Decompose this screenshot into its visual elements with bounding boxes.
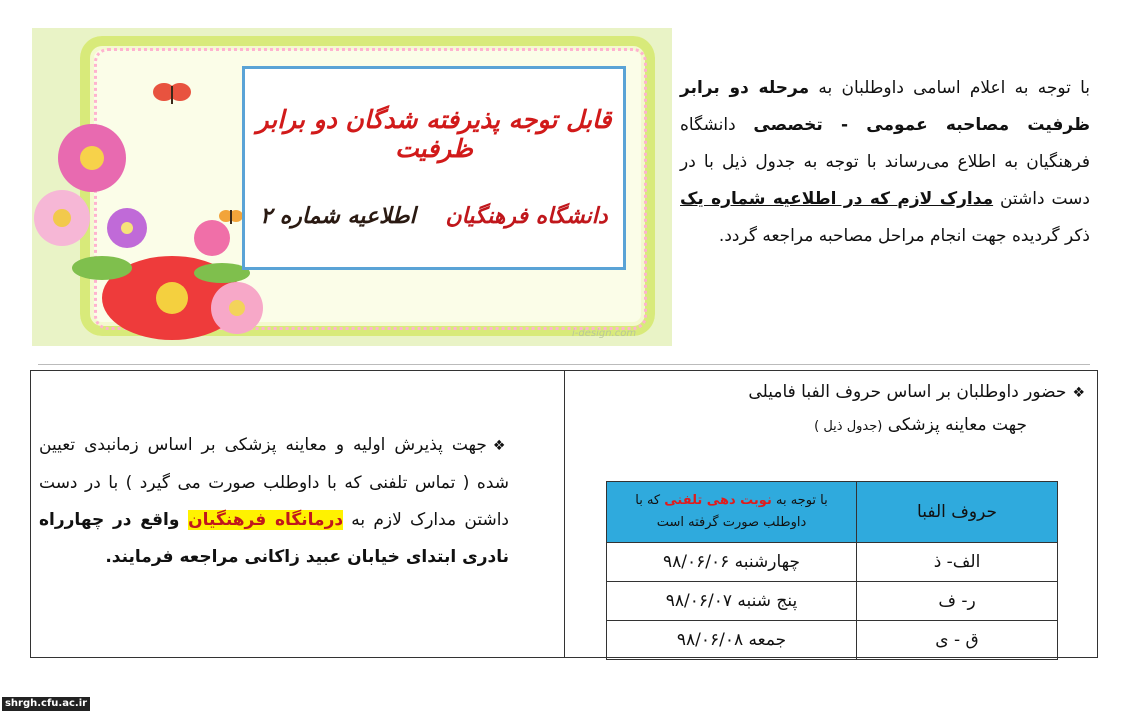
banner-org: دانشگاه فرهنگیان	[445, 203, 608, 229]
attendance-heading	[585, 373, 1085, 412]
horizontal-rule	[38, 364, 1090, 365]
diamond-bullet-icon: ❖	[492, 438, 509, 454]
intro-bold-stage: مرحله دو برابر ظرفیت مصاحبه عمومی - تخصصی	[680, 78, 1090, 135]
intro-paragraph	[680, 70, 1090, 255]
info-box	[30, 370, 1098, 658]
table-header-phone-appointment: نوبت دهی تلفنی	[664, 493, 772, 508]
intro-text: دانشگاه فرهنگیان به اطلاع می‌رساند با توجه به جدول ذیل با در دست داشتن	[680, 115, 1090, 209]
column-divider	[564, 371, 565, 657]
butterfly-icon	[152, 80, 192, 110]
banner-notice-number: اطلاعیه شماره ۲	[260, 203, 416, 229]
table-cell-letters: ق - ی	[857, 621, 1058, 660]
butterfly-icon	[218, 206, 244, 228]
intro-required-documents: مدارک لازم	[897, 189, 994, 209]
medical-exam-paragraph	[39, 427, 509, 576]
table-cell-letters: ر- ف	[857, 582, 1058, 621]
table-cell-letters: الف- ذ	[857, 543, 1058, 582]
table-cell-day: جمعه ۹۸/۰۶/۰۸	[607, 621, 857, 660]
table-header-letters: حروف الفبا	[857, 482, 1058, 543]
table-row	[607, 582, 1058, 621]
diamond-bullet-icon: ❖	[1072, 385, 1085, 401]
attendance-heading-text: حضور داوطلبان بر اساس حروف الفبا فامیلی	[748, 382, 1067, 402]
table-row	[607, 543, 1058, 582]
clinic-name-highlight: درمانگاه فرهنگیان	[188, 510, 344, 530]
clinic-address: واقع در چهارراه نادری ابتدای خیابان عبید زاکانی مراجعه فرمایند.	[39, 510, 509, 567]
table-header-date	[607, 482, 857, 543]
banner-subtitle	[245, 203, 623, 229]
schedule-table	[606, 481, 1058, 660]
banner-watermark: i-design.com	[572, 328, 637, 339]
banner-title: قابل توجه پذیرفته شدگان دو برابر ظرفیت	[256, 105, 612, 163]
table-cell-day: چهارشنبه ۹۸/۰۶/۰۶	[607, 543, 857, 582]
table-header-text: که با داوطلب صورت گرفته است	[635, 493, 807, 530]
banner-title-box	[242, 66, 626, 270]
attendance-subheading-note: (جدول ذیل )	[814, 419, 883, 434]
intro-text: با توجه به اعلام اسامی داوطلبان به	[809, 78, 1090, 98]
attendance-subheading-text: جهت معاینه پزشکی	[887, 415, 1027, 435]
intro-notice-one: که در اطلاعیه شماره یک	[680, 189, 898, 209]
banner-image	[32, 28, 672, 346]
table-cell-day: پنج شنبه ۹۸/۰۶/۰۷	[607, 582, 857, 621]
attendance-subheading	[587, 415, 1027, 437]
table-header-text: با توجه به	[771, 493, 828, 508]
medical-exam-text: جهت پذیرش اولیه و معاینه پزشکی بر اساس زمانبدی تعیین شده ( تماس تلفنی که با داوطلب صورت می گیرد ) با در دست داشتن مدارک لازم به	[39, 435, 509, 530]
site-logo: shrgh.cfu.ac.ir	[2, 697, 90, 711]
intro-text: ذکر گردیده جهت انجام مراحل مصاحبه مراجعه گردد.	[718, 226, 1090, 246]
table-row	[607, 621, 1058, 660]
